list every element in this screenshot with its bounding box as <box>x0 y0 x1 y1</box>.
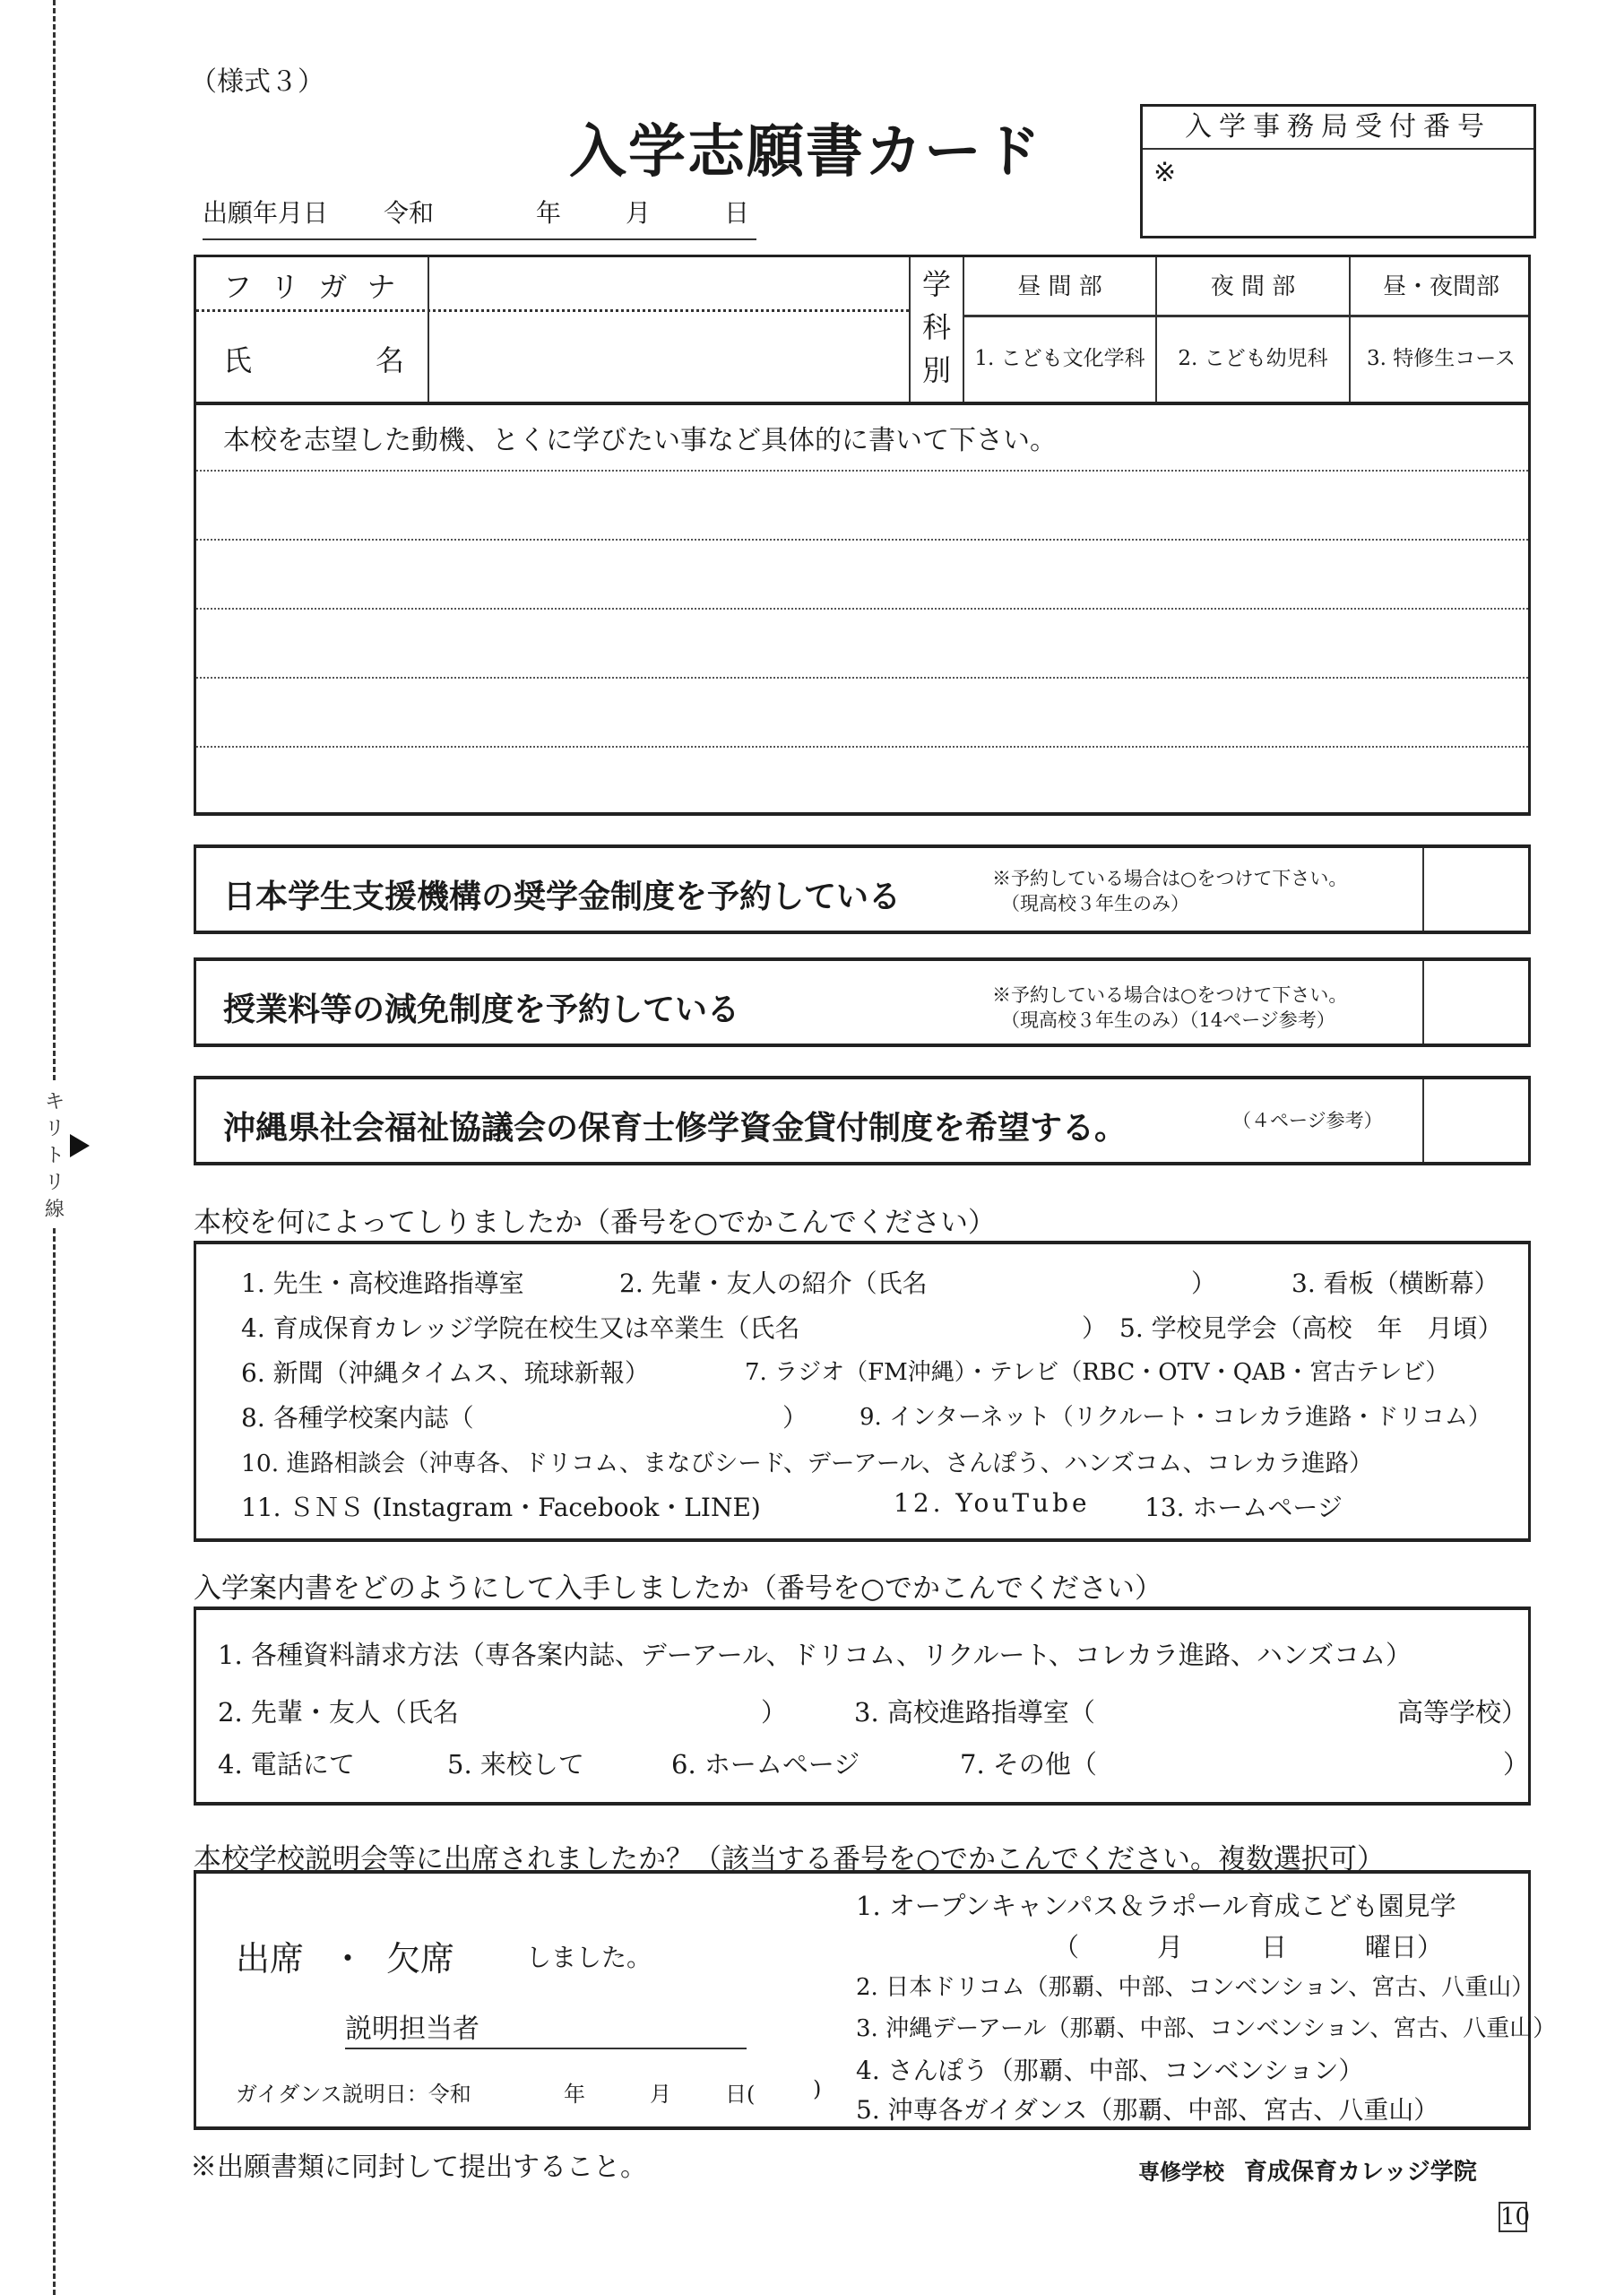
event-option[interactable]: 1. オープンキャンパス＆ラポール育成こども園見学 <box>856 1891 1456 1921</box>
how-known-option[interactable]: 10. 進路相談会（沖専各、ドリコム、まなびシード、デーアール、さんぽう、ハンズコム、コレカラ進路） <box>241 1450 1373 1477</box>
dept-label-char: 科 <box>921 310 951 344</box>
event-option[interactable]: 3. 沖縄デーアール（那覇、中部、コンベンション、宮古、八重山） <box>856 2015 1557 2042</box>
furigana-input[interactable] <box>431 259 906 307</box>
tuition-reduction-box <box>194 957 1531 1047</box>
scholarship-note-2: （現高校３年生のみ） <box>1001 893 1189 914</box>
name-label-2: 名 <box>376 343 405 377</box>
guidance-day: 日( <box>725 2082 756 2107</box>
school-type: 専修学校 <box>1138 2160 1224 2185</box>
name-label-1: 氏 <box>223 343 253 377</box>
page-number: 10 <box>1500 2204 1531 2230</box>
cut-label-char: 線 <box>44 1199 65 1221</box>
scholarship-label: 日本学生支援機構の奨学金制度を予約している <box>223 878 902 915</box>
how-known-option[interactable]: 3. 看板（横断幕） <box>1291 1269 1499 1298</box>
reception-label: 入学事務局受付番号 <box>1143 107 1533 150</box>
writing-line <box>196 608 1528 610</box>
motive-textarea[interactable] <box>194 405 1531 816</box>
how-known-option[interactable]: 7. ラジオ（FM沖縄）・テレビ（RBC・OTV・QAB・宮古テレビ） <box>745 1359 1449 1386</box>
reception-number-box <box>1140 104 1536 238</box>
name-input[interactable] <box>431 315 906 401</box>
event-option[interactable]: 5. 沖専各ガイダンス（那覇、中部、宮古、八重山） <box>856 2095 1439 2125</box>
guidance-date-label: ガイダンス説明日：令和 <box>236 2082 471 2107</box>
scholarship-check-cell[interactable] <box>1422 848 1528 931</box>
divider <box>909 257 911 402</box>
division-night-header: 夜 間 部 <box>1210 273 1296 300</box>
triangle-right-icon <box>70 1134 90 1157</box>
guide-option[interactable]: 5. 来校して <box>447 1749 584 1780</box>
guide-option[interactable]: 3. 高校進路指導室（ <box>854 1697 1095 1728</box>
paren-close: ） <box>761 1697 788 1728</box>
division-day-header: 昼 間 部 <box>1017 273 1102 300</box>
guidance-close: ) <box>813 2076 822 2101</box>
how-known-option[interactable]: 11. ＳＮＳ (Instagram・Facebook・LINE) <box>241 1493 761 1522</box>
how-known-option[interactable]: 9. インターネット（リクルート・コレカラ進路・ドリコム） <box>860 1404 1491 1431</box>
cut-line-bottom <box>53 1228 56 2295</box>
how-known-options <box>194 1241 1531 1542</box>
how-known-option[interactable]: 4. 育成保育カレッジ学院在校生又は卒業生（氏名 <box>241 1313 800 1343</box>
how-known-option[interactable]: 6. 新聞（沖縄タイムス、琉球新報） <box>241 1358 650 1388</box>
guide-option[interactable]: 7. その他（ <box>960 1749 1097 1780</box>
writing-line <box>196 539 1528 541</box>
reception-mark: ※ <box>1153 157 1177 188</box>
cut-line-label <box>41 1089 68 1224</box>
guide-option[interactable]: 2. 先輩・友人（氏名 <box>218 1697 459 1728</box>
guide-obtained-options <box>194 1606 1531 1806</box>
writing-line <box>196 677 1528 679</box>
cut-line-top <box>53 0 56 1080</box>
course-option-1[interactable]: 1. こども文化学科 <box>974 347 1145 370</box>
event-option[interactable]: 4. さんぽう（那覇、中部、コンベンション） <box>856 2056 1364 2085</box>
attend-option[interactable]: 出席 <box>236 1939 305 1979</box>
scholarship-note: ※予約している場合は○をつけて下さい。 <box>992 868 1348 889</box>
loan-request-label: 沖縄県社会福祉協議会の保育士修学資金貸付制度を希望する。 <box>223 1109 1127 1147</box>
guidance-year: 年 <box>564 2082 585 2107</box>
cut-label-char: リ <box>44 1172 65 1194</box>
guide-option[interactable]: 1. 各種資料請求方法（専各案内誌、デーアール、ドリコム、リクルート、コレカラ進路、ハンズコム） <box>218 1640 1412 1670</box>
how-known-option[interactable]: 5. 学校見学会（高校 年 月頃） <box>1119 1313 1503 1343</box>
divider <box>428 257 429 402</box>
furigana-divider <box>196 309 909 312</box>
high-school-suffix: 高等学校） <box>1397 1697 1528 1728</box>
paren-close: ） <box>1082 1313 1108 1343</box>
date-label: 出願年月日 <box>203 198 329 228</box>
briefing-question: 本校学校説明会等に出席されましたか？（該当する番号を○でかこんでください。複数選択可） <box>194 1843 1386 1875</box>
guide-obtained-question: 入学案内書をどのようにして入手しましたか（番号を○でかこんでください） <box>194 1572 1163 1605</box>
tuition-reduction-note: ※予約している場合は○をつけて下さい。 <box>992 984 1348 1006</box>
form-number: （様式３） <box>190 66 324 98</box>
year-label: 年 <box>536 198 562 228</box>
how-known-option[interactable]: 8. 各種学校案内誌（ <box>241 1403 474 1433</box>
era-label: 令和 <box>384 198 435 228</box>
cut-label-char: ト <box>44 1145 65 1167</box>
how-known-option[interactable]: 2. 先輩・友人の紹介（氏名 <box>619 1269 928 1298</box>
loan-request-box <box>194 1076 1531 1165</box>
day-label: 日 <box>724 198 750 228</box>
loan-request-note: （４ページ参考） <box>1232 1110 1383 1131</box>
writing-line <box>196 470 1528 472</box>
motive-prompt: 本校を志望した動機、とくに学びたい事など具体的に書いて下さい。 <box>223 425 1057 456</box>
footer-note: ※出願書類に同封して提出すること。 <box>190 2152 647 2183</box>
application-date-field[interactable] <box>203 194 756 240</box>
writing-line <box>196 746 1528 748</box>
course-option-2[interactable]: 2. こども幼児科 <box>1178 347 1328 370</box>
guide-option[interactable]: 4. 電話にて <box>218 1749 355 1780</box>
school-title: 育成保育カレッジ学院 <box>1244 2159 1477 2186</box>
cut-label-char: リ <box>44 1118 65 1140</box>
loan-request-check-cell[interactable] <box>1422 1079 1528 1162</box>
paren-close: ） <box>1503 1749 1530 1780</box>
division-daynight-header: 昼・夜間部 <box>1382 273 1499 300</box>
dept-label-char: 学 <box>921 267 951 301</box>
staff-label: 説明担当者 <box>345 2014 479 2045</box>
how-known-option[interactable]: 1. 先生・高校進路指導室 <box>241 1269 524 1298</box>
division-divider <box>963 315 1528 317</box>
paren-close: ） <box>782 1403 808 1433</box>
tuition-reduction-check-cell[interactable] <box>1422 961 1528 1044</box>
event-date-line: （ 月 日 曜日） <box>1053 1932 1444 1962</box>
how-known-option[interactable]: 12. YouTube <box>894 1488 1091 1518</box>
department-label <box>914 263 959 392</box>
month-label: 月 <box>626 198 652 228</box>
tuition-reduction-note-2: （現高校３年生のみ）（14ページ参考） <box>1001 1009 1335 1031</box>
how-known-question: 本校を何によってしりましたか（番号を○でかこんでください） <box>194 1207 997 1239</box>
absent-option[interactable]: 欠席 <box>386 1939 455 1979</box>
tuition-reduction-label: 授業料等の減免制度を予約している <box>223 991 740 1028</box>
scholarship-reservation-box <box>194 844 1531 934</box>
furigana-label: フリガナ <box>223 270 416 304</box>
course-option-3[interactable]: 3. 特修生コース <box>1366 347 1516 370</box>
name-department-table <box>194 255 1531 405</box>
staff-input-line[interactable] <box>345 2048 747 2049</box>
briefing-box <box>194 1870 1557 2130</box>
guidance-month: 月 <box>650 2082 671 2107</box>
paren-close: ） <box>1191 1269 1217 1298</box>
dept-label-char: 別 <box>921 353 951 387</box>
event-option[interactable]: 2. 日本ドリコム（那覇、中部、コンベンション、宮古、八重山） <box>856 1974 1535 2001</box>
did-label: しました。 <box>526 1943 652 1972</box>
school-name <box>1138 2153 1477 2187</box>
page-title: 入学志願書カード <box>569 119 1042 186</box>
cut-label-char: キ <box>44 1091 65 1113</box>
guide-option[interactable]: 6. ホームページ <box>671 1749 860 1780</box>
separator-dot: ・ <box>331 1939 366 1979</box>
how-known-option[interactable]: 13. ホームページ <box>1145 1493 1343 1522</box>
